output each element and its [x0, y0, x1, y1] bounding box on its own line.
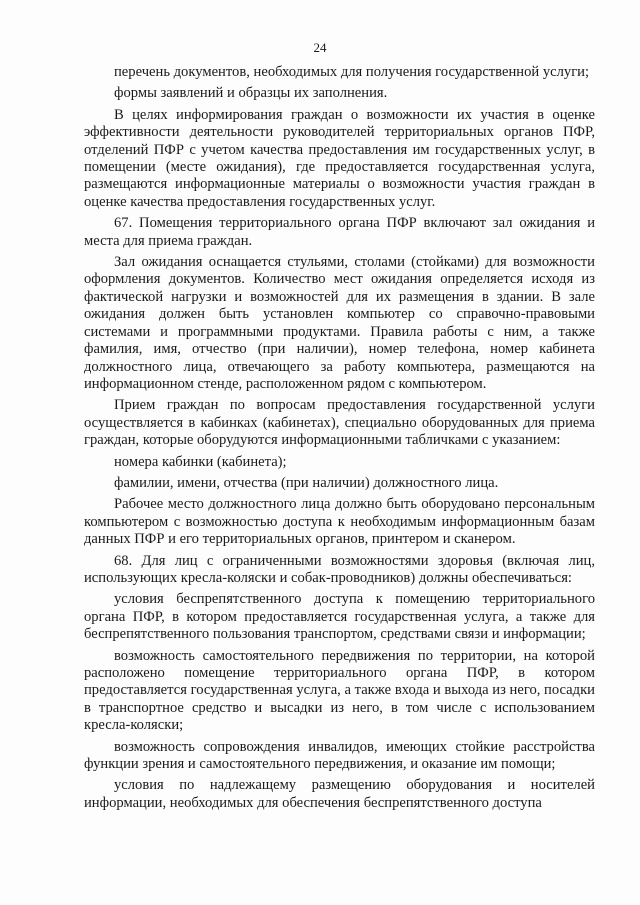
page-number: 24	[313, 40, 327, 55]
paragraph: условия по надлежащему размещению оборудования и носителей информации, необходимых для обеспечения беспрепятственного доступа	[84, 777, 595, 811]
paragraph: 67. Помещения территориального органа ПФР включают зал ожидания и места для приема граждан.	[84, 215, 595, 249]
paragraph: номера кабинки (кабинета);	[114, 453, 287, 470]
paragraph: перечень документов, необходимых для получения государственной услуги;	[114, 64, 590, 80]
paragraph: возможность самостоятельного передвижения по территории, на которой расположено помещение территориального органа ПФР, в котором предоставляется государственная услуга, а также входа и выхода из него, посадки в транспортное средство и высадки из него, в том числе с использованием кресла-коляски;	[84, 647, 595, 734]
paragraph: 68. Для лиц с ограниченными возможностями здоровья (включая лиц, использующих кресла-коляски и собак-проводников) должны обеспечиваться:	[84, 552, 595, 586]
paragraph: условия беспрепятственного доступа к помещению территориального органа ПФР, в котором предоставляется государственная услуга, а также для беспрепятственного пользования транспортом, средствами связи и информации;	[84, 591, 595, 643]
document-body	[84, 64, 595, 816]
paragraph: Прием граждан по вопросам предоставления государственной услуги осуществляется в кабинках (кабинетах), специально оборудованных для приема граждан, которые оборудуются информационными табличками с указанием:	[84, 397, 595, 449]
paragraph: В целях информирования граждан о возможности их участия в оценке эффективности деятельности руководителей территориальных органов ПФР, отделений ПФР с учетом качества предоставления им государственных услуг, в помещении (месте ожидания), где предоставляется государственная услуга, размещаются информационные материалы о возможности участия граждан в оценке качества предоставления государственных услуг.	[84, 106, 595, 210]
paragraph: формы заявлений и образцы их заполнения.	[114, 85, 388, 102]
paragraph: Зал ожидания оснащается стульями, столами (стойками) для возможности оформления документов. Количество мест ожидания определяется исходя из фактической нагрузки и возможностей для их размещения в здании. В зале ожидания должен быть установлен компьютер со справочно-правовыми системами и программными продуктами. Правила работы с ним, а также фамилия, имя, отчество (при наличии), номер телефона, номер кабинета должностного лица, отвечающего за работу компьютера, размещаются на информационном стенде, расположенном рядом с компьютером.	[84, 254, 595, 392]
paragraph: Рабочее место должностного лица должно быть оборудовано персональным компьютером с возможностью доступа к необходимым информационным базам данных ПФР и его территориальных органов, принтером и сканером.	[84, 496, 595, 548]
paragraph: возможность сопровождения инвалидов, имеющих стойкие расстройства функции зрения и самостоятельного передвижения, и оказание им помощи;	[84, 738, 595, 773]
paragraph: фамилии, имени, отчества (при наличии) должностного лица.	[114, 474, 499, 491]
